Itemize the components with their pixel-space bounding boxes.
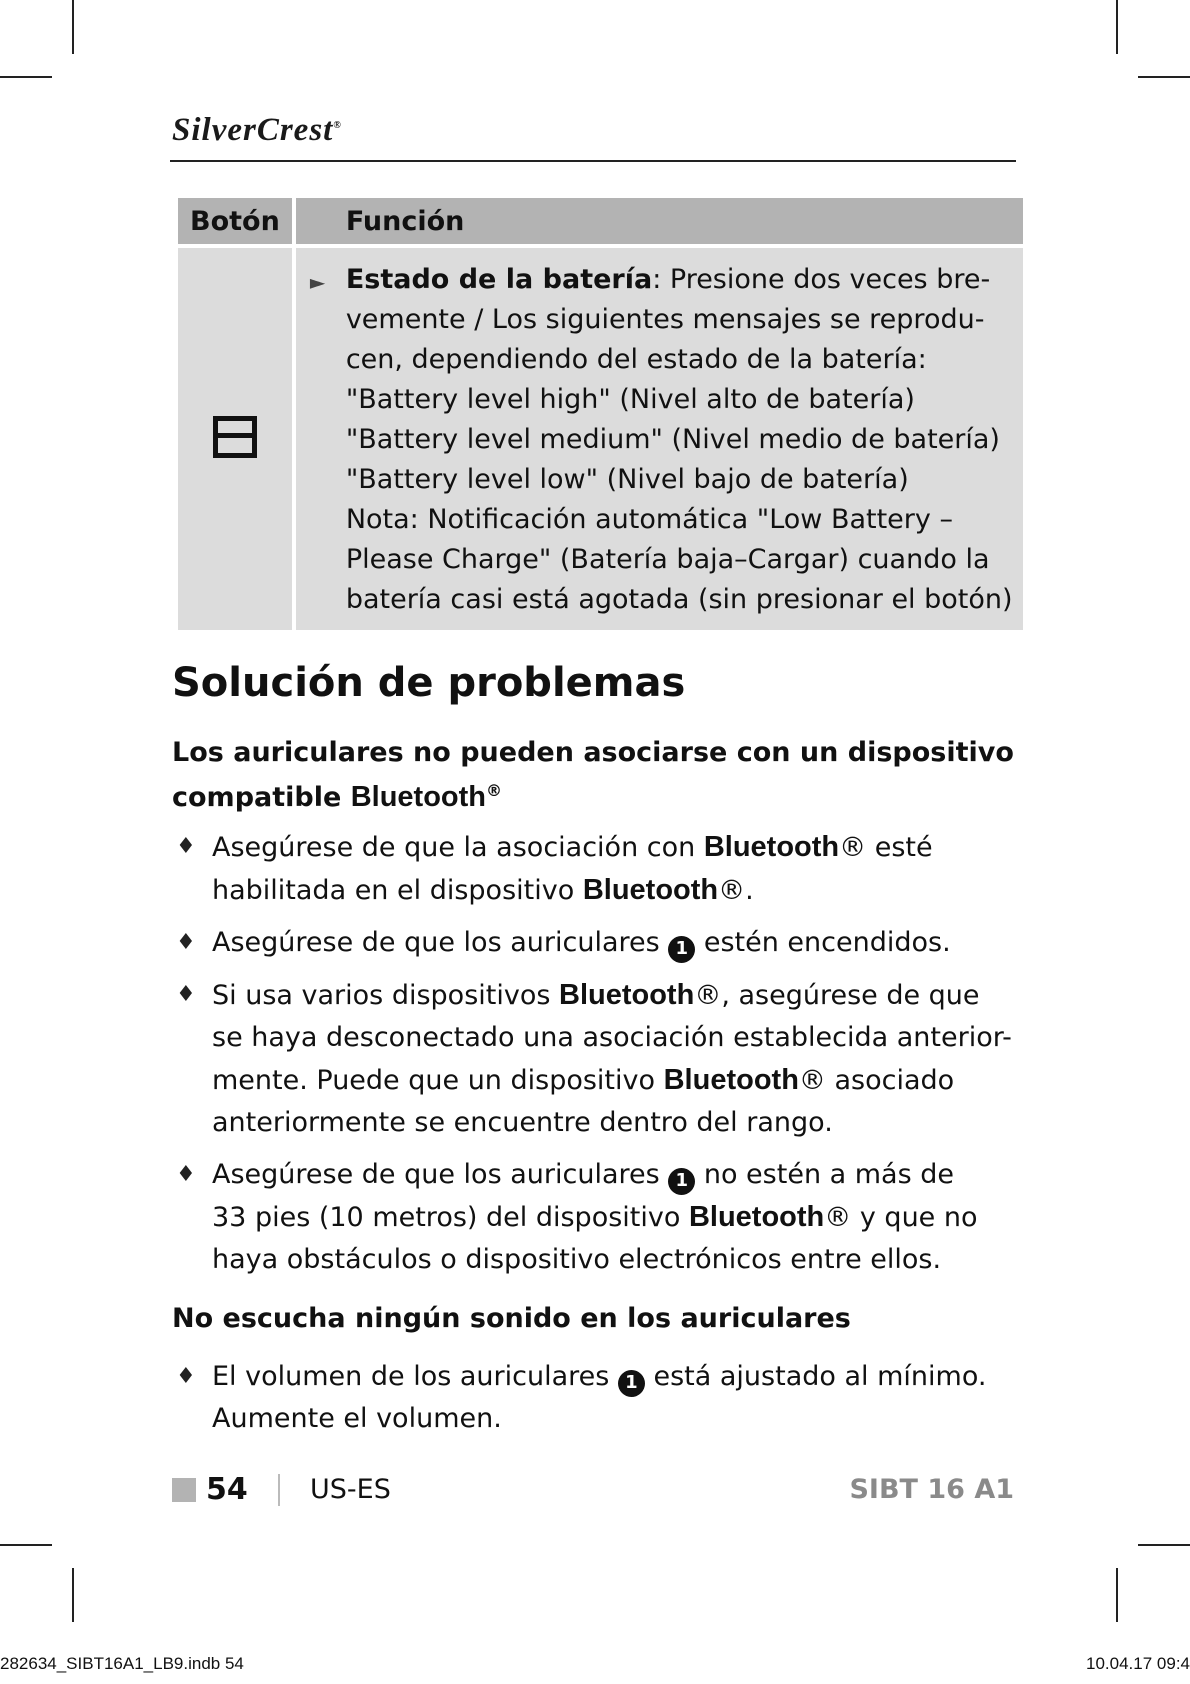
list-item: ♦ El volumen de los auriculares 1 está ajustado al mínimo. Aumente el volumen.: [174, 1356, 1014, 1440]
button-cell: [178, 244, 292, 630]
crop-mark: [1138, 1544, 1190, 1546]
two-segment-button-icon: [213, 416, 257, 458]
section-title: Solución de problemas: [172, 660, 686, 706]
print-slug-file: 282634_SIBT16A1_LB9.indb 54: [0, 1654, 244, 1673]
troubleshoot-list-pairing: [174, 826, 1014, 1291]
function-table: [174, 198, 1027, 630]
function-line: batería casi está agotada (sin presionar el botón): [345, 584, 1013, 615]
arrow-right-icon: ►: [309, 270, 326, 294]
language-code: US-ES: [310, 1474, 391, 1505]
function-line: : Presione dos veces bre-: [652, 264, 991, 295]
crop-mark: [72, 0, 74, 54]
function-term: Estado de la batería: [345, 264, 653, 295]
part-number-badge: 1: [618, 1370, 645, 1397]
page-number: 54: [206, 1472, 248, 1507]
function-line: "Battery level medium" (Nivel medio de batería): [345, 424, 1000, 455]
model-number: SIBT 16 A1: [849, 1474, 1014, 1505]
footer-divider: [278, 1474, 280, 1506]
col-header-button: Botón: [178, 198, 292, 244]
brand-mark: ®: [333, 120, 342, 131]
function-cell: [296, 244, 1023, 630]
function-line: Please Charge" (Batería baja–Cargar) cuando la: [345, 544, 990, 575]
table-row: [178, 244, 1023, 630]
bluetooth-wordmark: Bluetooth: [663, 1064, 799, 1096]
function-line: "Battery level high" (Nivel alto de batería): [345, 384, 915, 415]
list-item: ♦ Asegúrese de que los auriculares 1 no estén a más de 33 pies (10 metros) del dispositivo Bluetooth® y que no haya obstáculos o dispositivo electrónicos entre ellos.: [174, 1154, 1014, 1281]
brand-name: SilverCrest: [172, 112, 334, 148]
crop-mark: [72, 1568, 74, 1622]
crop-mark: [1138, 76, 1190, 78]
function-line: vemente / Los siguientes mensajes se reprodu-: [345, 304, 985, 335]
bluetooth-wordmark: Bluetooth: [559, 979, 695, 1011]
function-line: cen, dependiendo del estado de la batería:: [345, 344, 927, 375]
bluetooth-wordmark: Bluetooth: [688, 1201, 825, 1233]
footer-marker: [172, 1478, 196, 1502]
crop-mark: [0, 76, 52, 78]
list-item: ♦ Asegúrese de que la asociación con Bluetooth® esté habilitada en el dispositivo Bluetooth®.: [174, 826, 1014, 912]
col-header-function: Función: [296, 198, 1023, 244]
troubleshoot-list-sound: [174, 1356, 1014, 1450]
page-footer: [172, 1472, 1014, 1512]
print-slug-date: 10.04.17 09:4: [1086, 1654, 1190, 1673]
crop-mark: [1116, 0, 1118, 54]
registered-mark: ®: [486, 781, 503, 800]
bluetooth-wordmark: Bluetooth: [703, 831, 840, 863]
part-number-badge: 1: [668, 1168, 695, 1195]
function-line: "Battery level low" (Nivel bajo de batería): [345, 464, 909, 495]
function-line: Nota: Notificación automática "Low Battery –: [345, 504, 953, 535]
subheading-line: Los auriculares no pueden asociarse con un dispositivo: [172, 737, 1014, 768]
brand-logo: [172, 112, 342, 149]
subheading-no-sound: No escucha ningún sonido en los auriculares: [172, 1303, 851, 1334]
bluetooth-wordmark: Bluetooth: [582, 874, 719, 906]
header-rule: [170, 160, 1016, 162]
crop-mark: [0, 1544, 52, 1546]
bluetooth-wordmark: Bluetooth: [350, 781, 487, 813]
crop-mark: [1116, 1568, 1118, 1622]
subheading-pairing: [172, 734, 1014, 817]
part-number-badge: 1: [668, 936, 695, 963]
list-item: ♦ Si usa varios dispositivos Bluetooth®, asegúrese de que se haya desconectado una asociación establecida anterior- mente. Puede que un dispositivo Bluetooth® asociado anteriormente se encuentre dentro del rango.: [174, 974, 1014, 1144]
list-item: ♦ Asegúrese de que los auriculares 1 estén encendidos.: [174, 922, 1014, 964]
subheading-line: compatible: [172, 782, 351, 813]
